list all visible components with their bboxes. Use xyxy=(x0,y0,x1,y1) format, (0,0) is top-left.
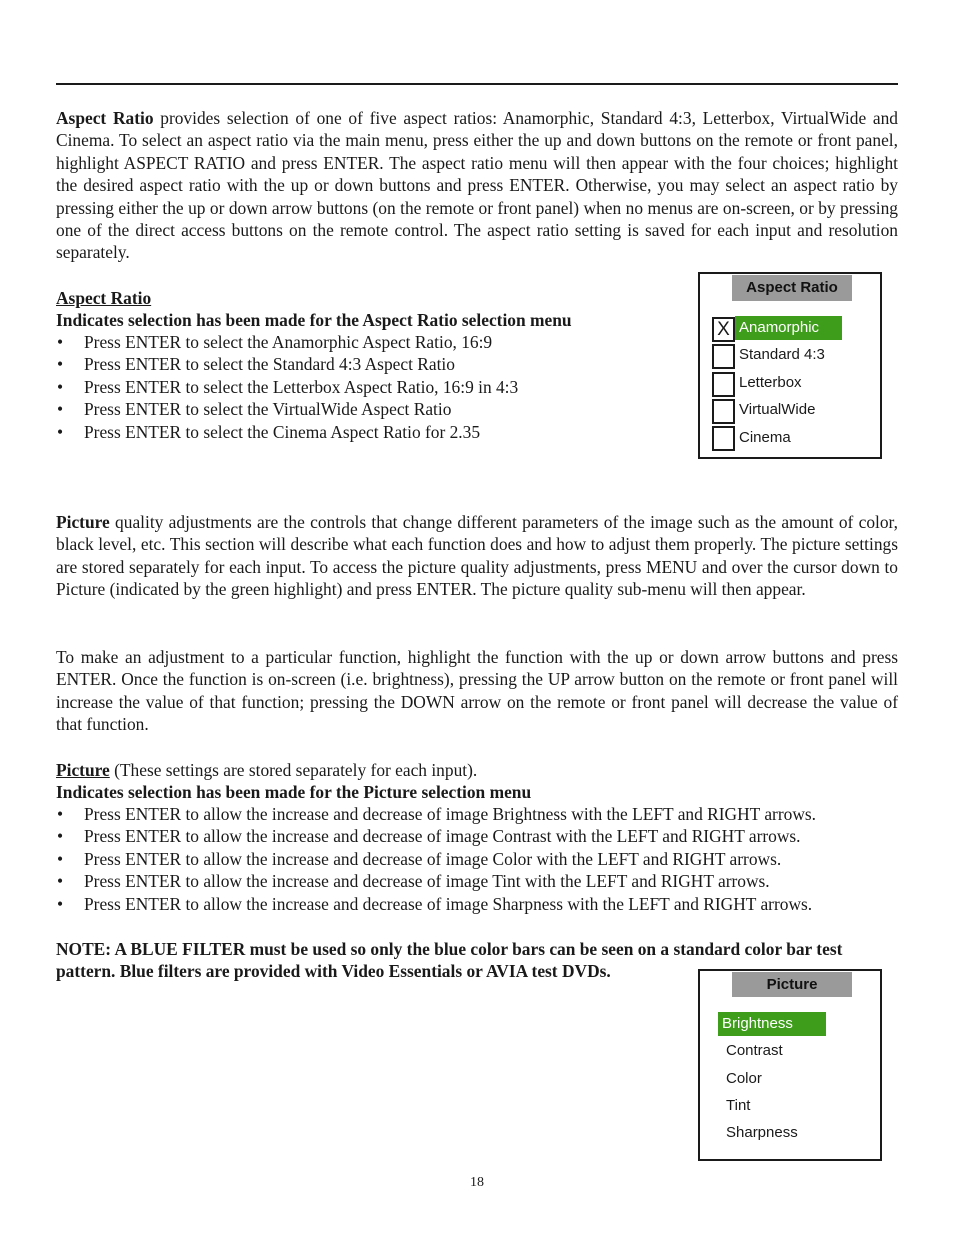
picture-menu xyxy=(698,969,882,1161)
aspect-ratio-heading xyxy=(56,287,151,309)
picture-heading-text: Picture xyxy=(56,760,110,780)
anamorphic-checkbox[interactable]: X xyxy=(712,317,735,342)
aspect-ratio-intro xyxy=(56,107,898,264)
header-rule xyxy=(56,83,898,85)
standard-option[interactable]: Standard 4:3 xyxy=(739,346,825,363)
cinema-option[interactable]: Cinema xyxy=(739,429,791,446)
picture-heading xyxy=(56,759,477,781)
list-item: • Press ENTER to select the Letterbox Aspect Ratio, 16:9 in 4:3 xyxy=(56,376,518,398)
picture-lead: Picture xyxy=(56,512,110,532)
letterbox-option[interactable]: Letterbox xyxy=(739,374,802,391)
color-option[interactable]: Color xyxy=(726,1070,762,1087)
picture-intro-text: quality adjustments are the controls that change different parameters of the image such as the amount of color, black level, etc. This section will describe what each function does and how to adjust them properly. The picture settings are stored separately for each input. To access the picture quality adjustments, press MENU and over the cursor down to Picture (indicated by the green highlight) and press ENTER. The picture quality sub-menu will then appear. xyxy=(56,512,898,600)
picture-subheading: Indicates selection has been made for the Picture selection menu xyxy=(56,782,532,802)
tint-option[interactable]: Tint xyxy=(726,1097,751,1114)
adjust-paragraph: To make an adjustment to a particular function, highlight the function with the up or down arrow buttons and press ENTER. Once the function is on-screen (i.e. brightness), pressing the UP arrow button on the remote or front panel will increase the value of that function; pressing the DOWN arrow on the remote or front panel will decrease the value of that function. xyxy=(56,647,898,735)
anamorphic-option[interactable]: Anamorphic xyxy=(735,316,842,340)
list-item: • Press ENTER to select the Anamorphic Aspect Ratio, 16:9 xyxy=(56,331,518,353)
aspect-ratio-intro-text: provides selection of one of five aspect ratios: Anamorphic, Standard 4:3, Letterbox, VirtualWide and Cinema. To select an aspect ratio via the main menu, press either the up and down buttons on the remote or front panel, highlight ASPECT RATIO and press ENTER. The aspect ratio menu will then appear with the four choices; highlight the desired aspect ratio with the up or down buttons and press ENTER. Otherwise, you may select an aspect ratio by pressing either the up or down arrow buttons (on the remote or front panel) when no menus are on-screen, or by pressing one of the direct access buttons on the remote control. The aspect ratio setting is saved for each input and resolution separately. xyxy=(56,108,898,263)
contrast-option[interactable]: Contrast xyxy=(726,1042,783,1059)
list-item: • Press ENTER to select the Cinema Aspect Ratio for 2.35 xyxy=(56,421,518,443)
aspect-ratio-menu xyxy=(698,272,882,459)
page-number: 18 xyxy=(470,1175,484,1190)
list-item: • Press ENTER to allow the increase and decrease of image Color with the LEFT and RIGHT arrows. xyxy=(56,848,816,870)
list-item: • Press ENTER to allow the increase and decrease of image Tint with the LEFT and RIGHT arrows. xyxy=(56,870,816,892)
picture-intro xyxy=(56,511,898,601)
letterbox-checkbox[interactable] xyxy=(712,372,735,397)
picture-menu-title: Picture xyxy=(732,972,852,997)
standard-checkbox[interactable] xyxy=(712,344,735,369)
blue-filter-note: NOTE: A BLUE FILTER must be used so only the blue color bars can be seen on a standard color bar test pattern. Blue filters are provided with Video Essentials or AVIA test DVDs. xyxy=(56,939,843,982)
aspect-ratio-lead: Aspect Ratio xyxy=(56,108,154,128)
aspect-ratio-bullets xyxy=(56,331,518,443)
list-item: • Press ENTER to select the VirtualWide Aspect Ratio xyxy=(56,398,518,420)
aspect-ratio-heading-text: Aspect Ratio xyxy=(56,288,152,308)
picture-heading-note: (These settings are stored separately for each input). xyxy=(109,760,478,780)
virtualwide-option[interactable]: VirtualWide xyxy=(739,401,816,418)
brightness-option[interactable]: Brightness xyxy=(718,1012,826,1036)
list-item: • Press ENTER to allow the increase and decrease of image Sharpness with the LEFT and RIGHT arrows. xyxy=(56,893,816,915)
cinema-checkbox[interactable] xyxy=(712,426,735,451)
aspect-ratio-subheading: Indicates selection has been made for the Aspect Ratio selection menu xyxy=(56,310,572,330)
aspect-ratio-menu-title: Aspect Ratio xyxy=(732,275,852,301)
list-item: • Press ENTER to allow the increase and decrease of image Brightness with the LEFT and RIGHT arrows. xyxy=(56,803,816,825)
virtualwide-checkbox[interactable] xyxy=(712,399,735,424)
list-item: • Press ENTER to select the Standard 4:3 Aspect Ratio xyxy=(56,353,518,375)
list-item: • Press ENTER to allow the increase and decrease of image Contrast with the LEFT and RIGHT arrows. xyxy=(56,825,816,847)
sharpness-option[interactable]: Sharpness xyxy=(726,1124,798,1141)
picture-bullets xyxy=(56,803,816,915)
